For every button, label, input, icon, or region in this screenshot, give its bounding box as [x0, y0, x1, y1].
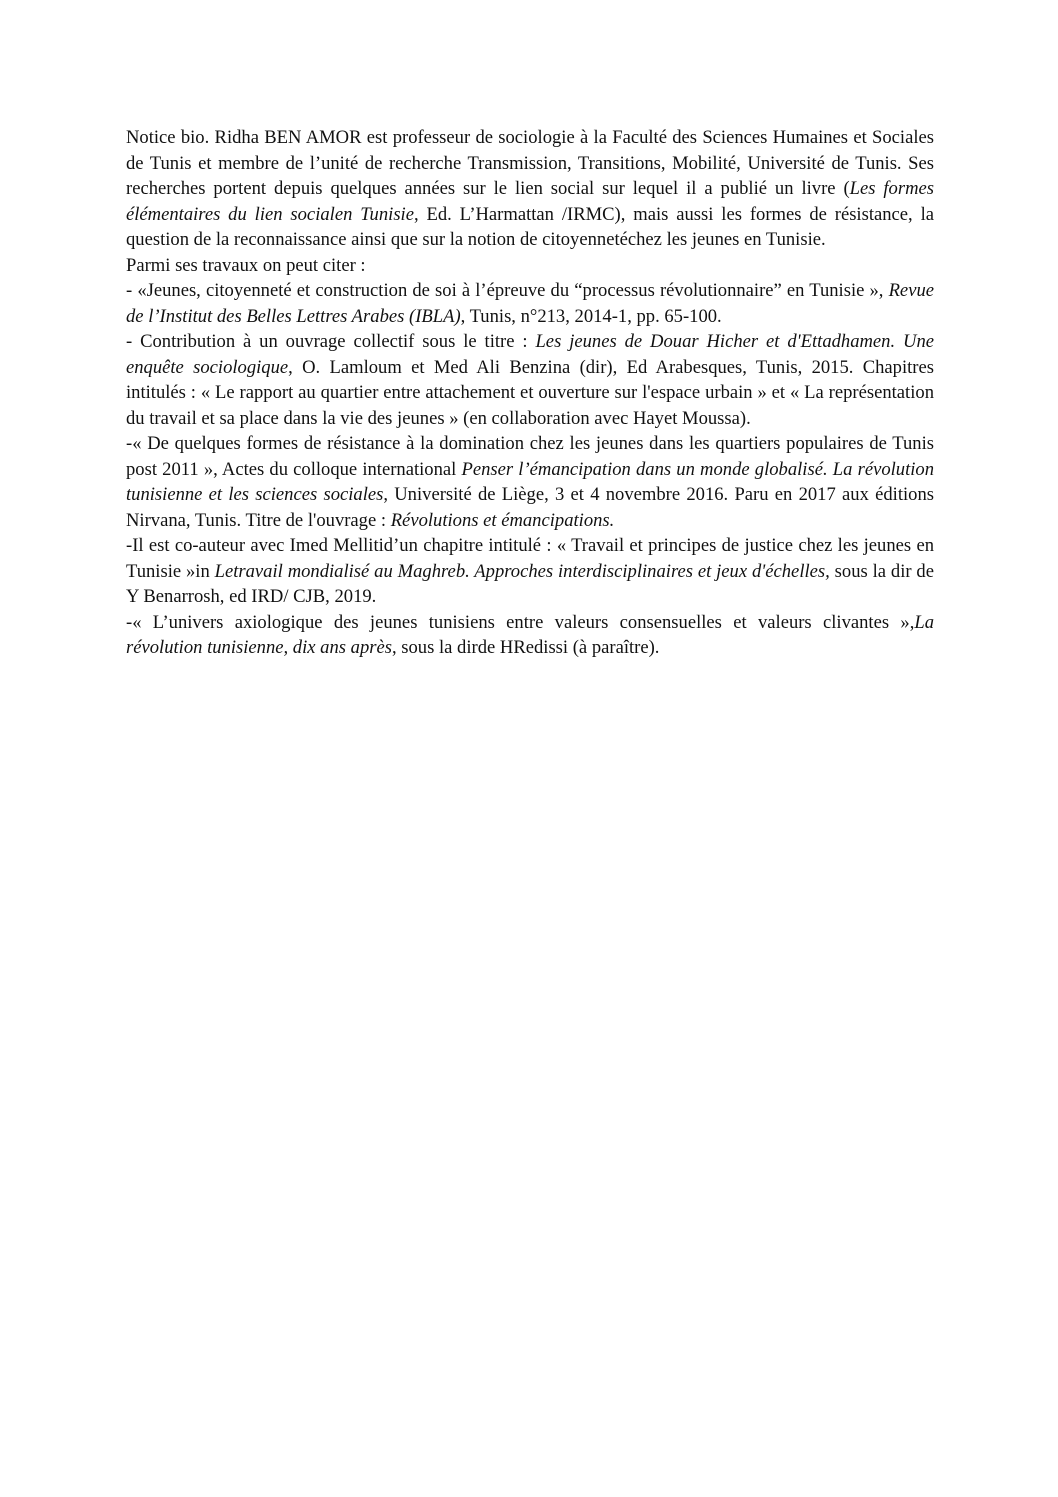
text-run: , Tunis, n°213, 2014-1, pp. 65-100. — [460, 305, 722, 327]
book-title: Letravail mondialisé au Maghreb. Approches interdisciplinaires et jeux d'échelles, — [214, 560, 830, 582]
book-title: Les formes élémentaires du lien socialen Tunisie — [126, 178, 935, 225]
text-run: , Université de Liège, 3 et 4 novembre 2016. Paru en 2017 aux éditions Nirvana, Tunis. Titre de l'ouvrage : — [126, 484, 934, 531]
colloquium-title: Penser l’émancipation dans un monde globalisé. La révolution tunisienne et les sciences sociales — [126, 458, 935, 505]
text-run: - Contribution à un ouvrage collectif sous le titre : — [126, 331, 536, 352]
works-intro — [126, 253, 934, 279]
text-run: , sous la dirde HRedissi (à paraître). — [391, 637, 660, 658]
work-item — [126, 329, 934, 431]
work-item — [126, 278, 934, 329]
journal-title: Revue de l’Institut des Belles Lettres Arabes (IBLA) — [126, 280, 934, 327]
bio-paragraph — [126, 125, 934, 253]
work-item — [126, 431, 934, 533]
book-title: La révolution tunisienne, dix ans après — [126, 611, 934, 658]
book-title: Les jeunes de Douar Hicher et d'Ettadhamen. Une enquête sociologique — [126, 331, 935, 378]
text-run: -« De quelques formes de résistance à la domination chez les jeunes dans les quartiers populaires de Tunis post 2011 », Actes du colloque international — [126, 433, 934, 480]
text-run: , O. Lamloum et Med Ali Benzina (dir), Ed Arabesques, Tunis, 2015. Chapitres intitulés : « Le rapport au quartier entre attachement et ouverture sur l'espace urbain » et « La représentation du travail et sa place dans la vie des jeunes » (en collaboration avec Hayet Moussa). — [126, 356, 934, 429]
text-run: sous la dir de Y Benarrosh, ed IRD/ CJB, 2019. — [126, 560, 934, 607]
text-run: Notice bio. Ridha BEN AMOR est professeur de sociologie à la Faculté des Sciences Humaines et Sociales de Tunis et membre de l’unité de recherche Transmission, Transitions, Mobilité, Université de Tunis. Ses recherches portent depuis quelques années sur le lien social sur lequel il a publié un livre ( — [126, 127, 934, 199]
text-run: Parmi ses travaux on peut citer : — [126, 254, 366, 276]
text-run: -« L’univers axiologique des jeunes tunisiens entre valeurs consensuelles et valeurs clivantes », — [126, 611, 915, 633]
text-run: - «Jeunes, citoyenneté et construction de soi à l’épreuve du “processus révolutionnaire” en Tunisie », — [126, 280, 889, 301]
text-run: , Ed. L’Harmattan /IRMC), mais aussi les formes de résistance, la question de la reconnaissance ainsi que sur la notion de citoyennetéchez les jeunes en Tunisie. — [126, 203, 934, 250]
work-item — [126, 610, 934, 661]
work-item — [126, 533, 934, 610]
text-run: -Il est co-auteur avec Imed Mellitid’un chapitre intitulé : « Travail et principes de justice chez les jeunes en Tunisie »in — [126, 535, 934, 582]
document-page — [126, 125, 934, 661]
book-title: Révolutions et émancipations. — [390, 509, 615, 531]
